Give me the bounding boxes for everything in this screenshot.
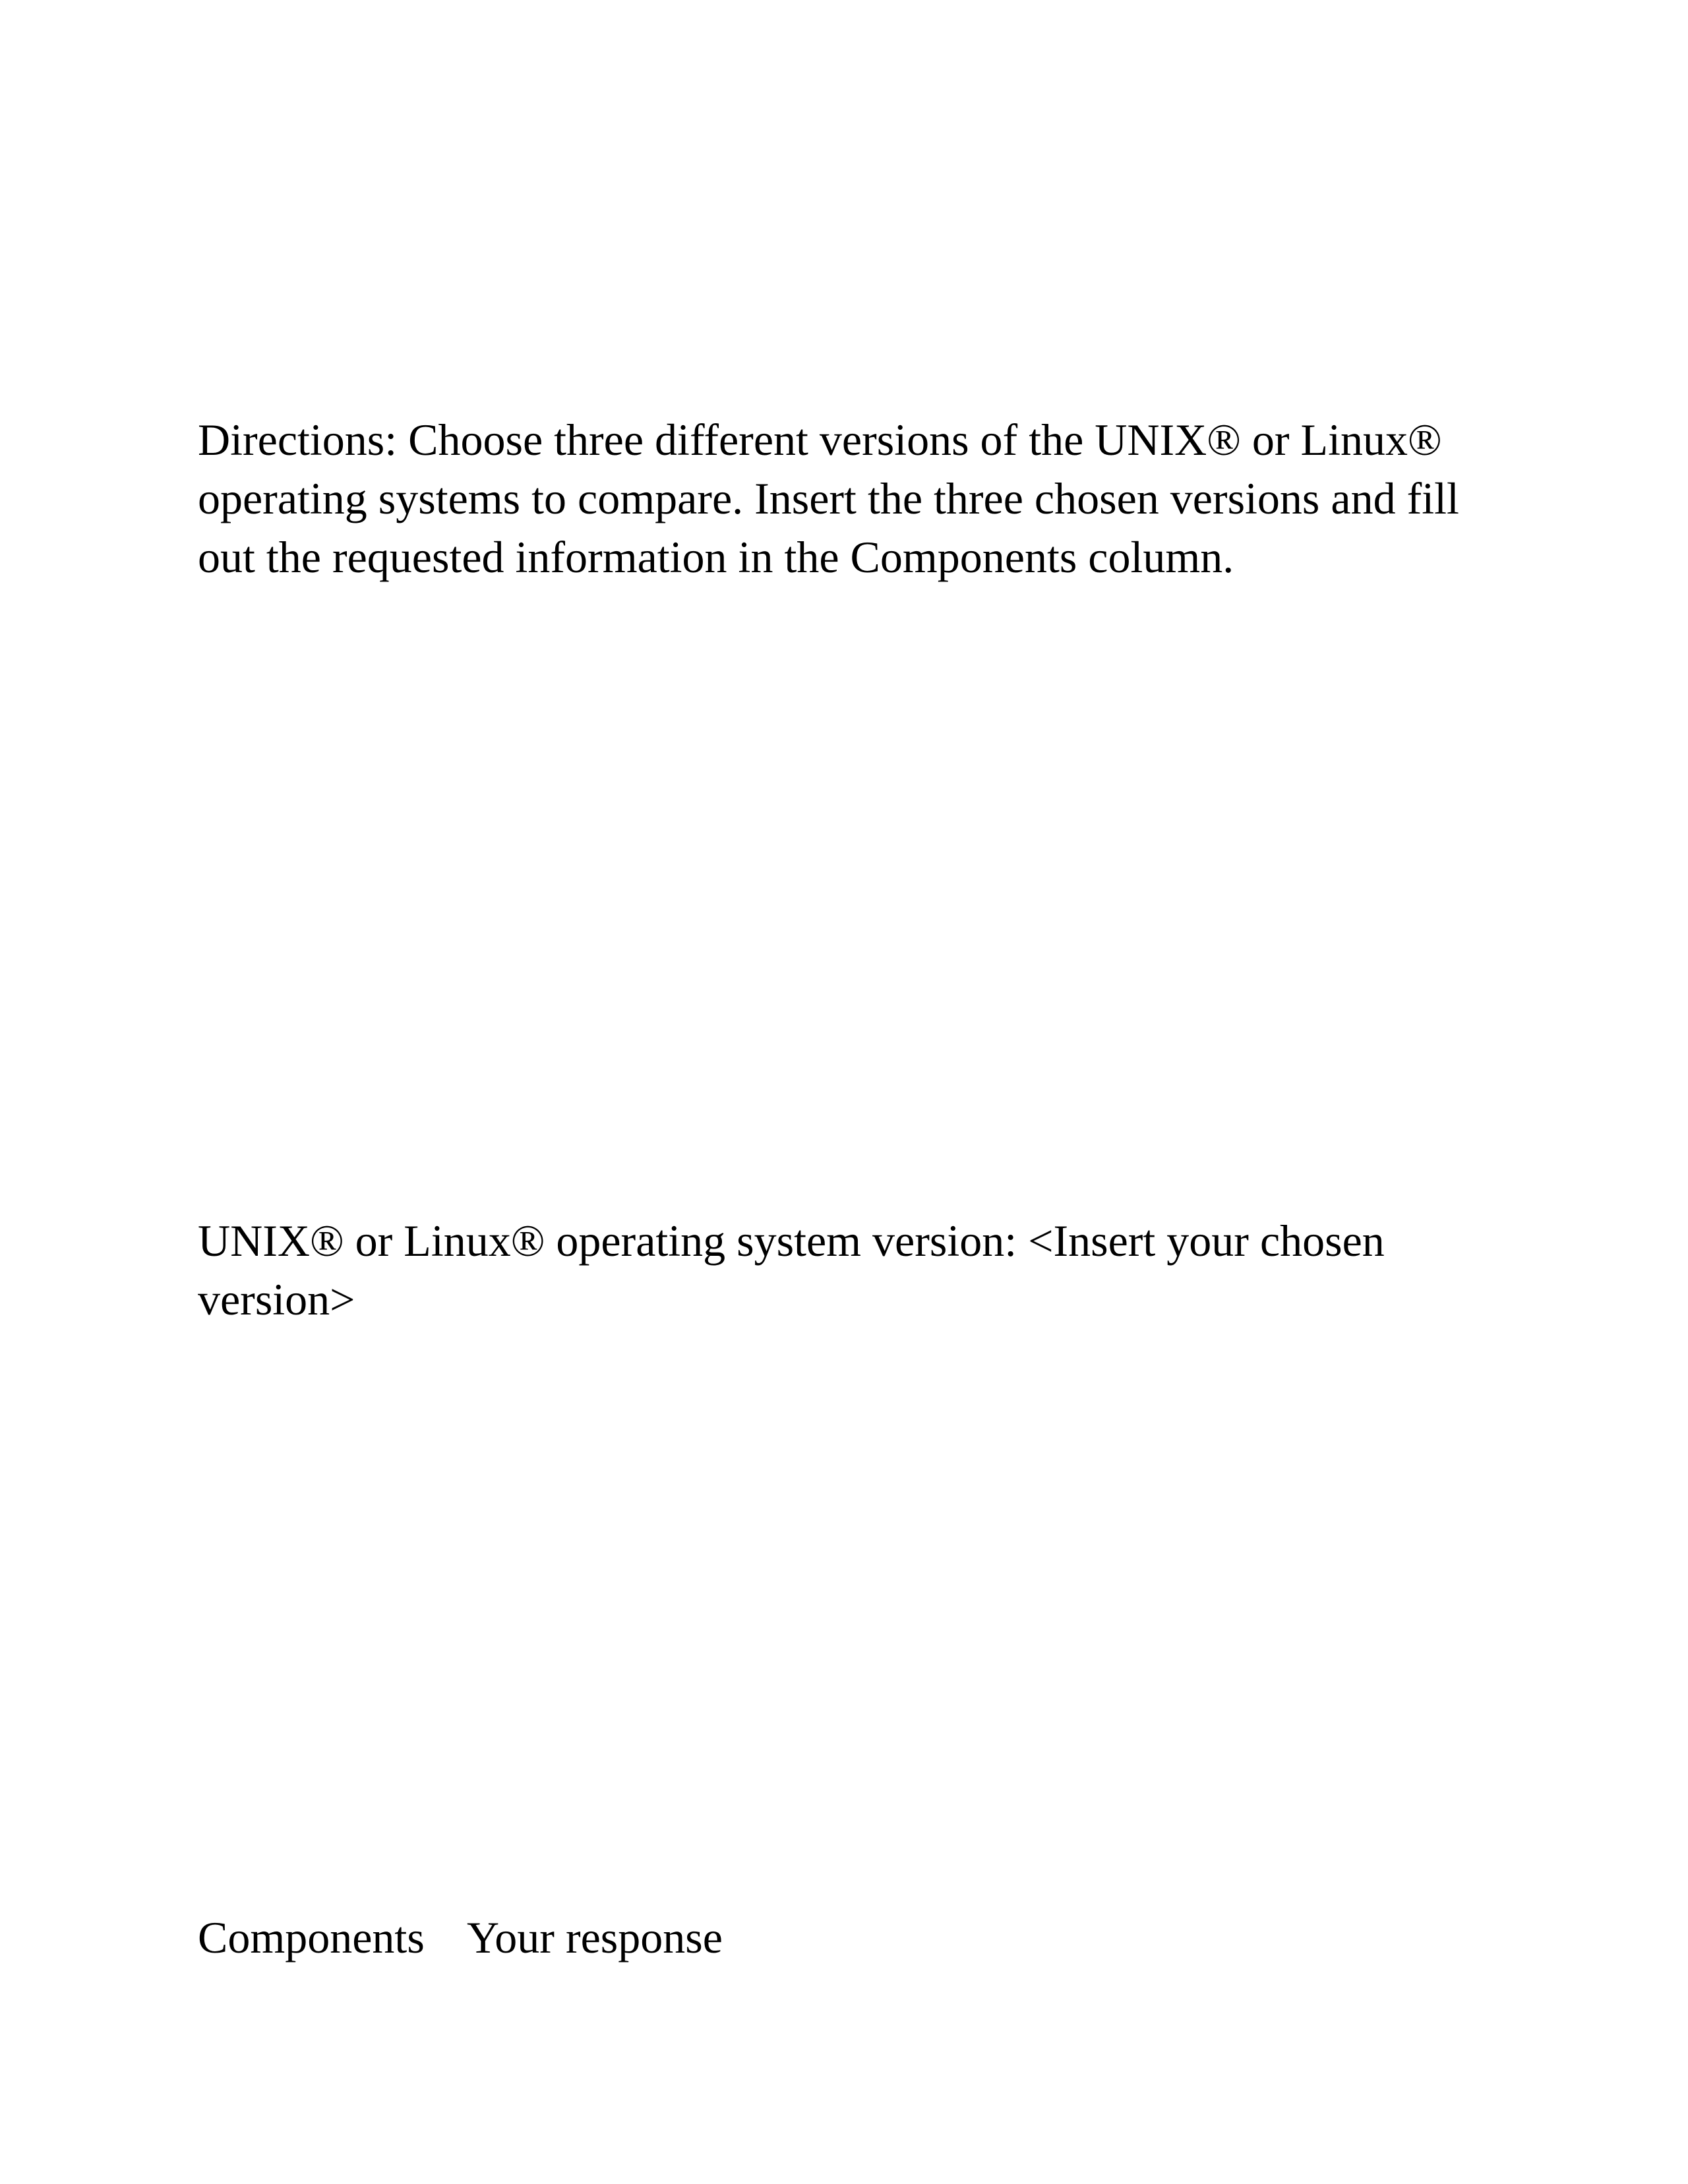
components-table-header — [198, 1908, 723, 1974]
directions-paragraph: Directions: Choose three different versions of the UNIX® or Linux® operating systems to compare. Insert the three chosen versions and fill out the requested information in the Components column. — [198, 415, 1459, 582]
column-header-components: Components — [198, 1912, 425, 1963]
os-version-prompt[interactable]: UNIX® or Linux® operating system version: <Insert your chosen version> — [198, 1216, 1385, 1324]
column-header-your-response: Your response — [467, 1912, 723, 1963]
